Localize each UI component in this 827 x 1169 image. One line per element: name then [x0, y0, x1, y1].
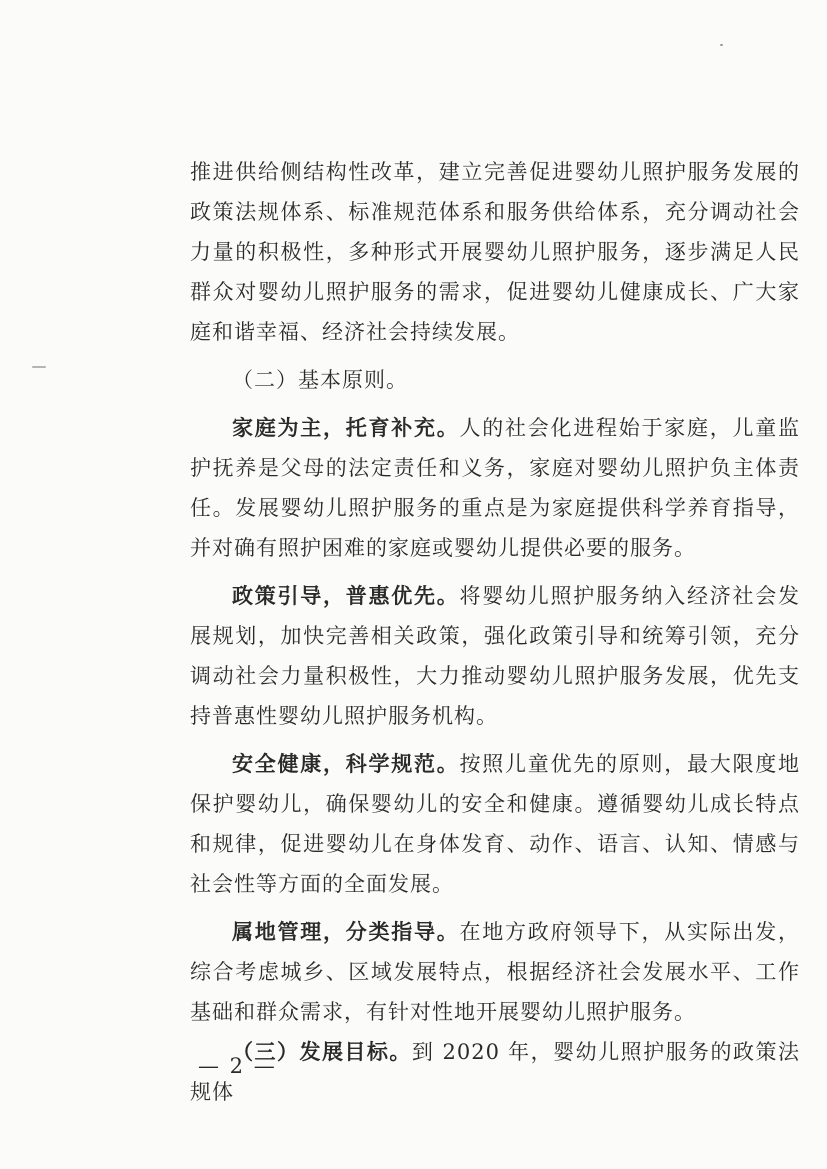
section-heading-basic-principles: [190, 360, 800, 400]
paragraph-text: 按照儿童优先的原则，最大限度地保护婴幼儿，确保婴幼儿的安全和健康。遵循婴幼儿成长特点和规律，促进婴幼儿在身体发育、动作、语言、认知、情感与社会性等方面的全面发展。: [190, 752, 800, 896]
principle-title: 家庭为主，托育补充。: [232, 415, 460, 440]
paragraph-principle-policy: [190, 576, 800, 736]
paragraph-principle-safety: [190, 744, 800, 904]
paragraph-text: 推进供给侧结构性改革，建立完善促进婴幼儿照护服务发展的政策法规体系、标准规范体系和服务供给体系，充分调动社会力量的积极性，多种形式开展婴幼儿照护服务，逐步满足人民群众对婴幼儿照护服务的需求，促进婴幼儿健康成长、广大家庭和谐幸福、经济社会持续发展。: [190, 160, 800, 344]
paragraph-text: 到 2020 年，婴幼儿照护服务的政策法规体: [190, 1040, 801, 1104]
paragraph-text: 将婴幼儿照护服务纳入经济社会发展规划，加快完善相关政策，强化政策引导和统筹引领，充分调动社会力量积极性，大力推动婴幼儿照护服务发展，优先支持普惠性婴幼儿照护服务机构。: [190, 584, 800, 728]
paragraph-text: 人的社会化进程始于家庭，儿童监护抚养是父母的法定责任和义务，家庭对婴幼儿照护负主体责任。发展婴幼儿照护服务的重点是为家庭提供科学养育指导，并对确有照护困难的家庭或婴幼儿提供必要的服务。: [190, 416, 800, 560]
paragraph-development-goals: [190, 1032, 800, 1112]
scan-speck: [32, 366, 46, 368]
paragraph-principle-local: [190, 912, 800, 1032]
section-heading-text: （二）基本原则。: [232, 368, 408, 392]
page-number: — 2 —: [198, 1054, 277, 1078]
paragraph-principle-family: [190, 408, 800, 568]
principle-title: 政策引导，普惠优先。: [232, 583, 460, 608]
section-heading-text: （三）发展目标。: [232, 1039, 412, 1064]
body-text: [190, 152, 800, 1112]
principle-title: 属地管理，分类指导。: [232, 919, 460, 944]
paragraph-intro-continuation: [190, 152, 800, 352]
paragraph-text: 在地方政府领导下，从实际出发，综合考虑城乡、区域发展特点，根据经济社会发展水平、工作基础和群众需求，有针对性地开展婴幼儿照护服务。: [190, 920, 800, 1024]
principle-title: 安全健康，科学规范。: [232, 751, 460, 776]
scan-speck: [720, 44, 723, 46]
